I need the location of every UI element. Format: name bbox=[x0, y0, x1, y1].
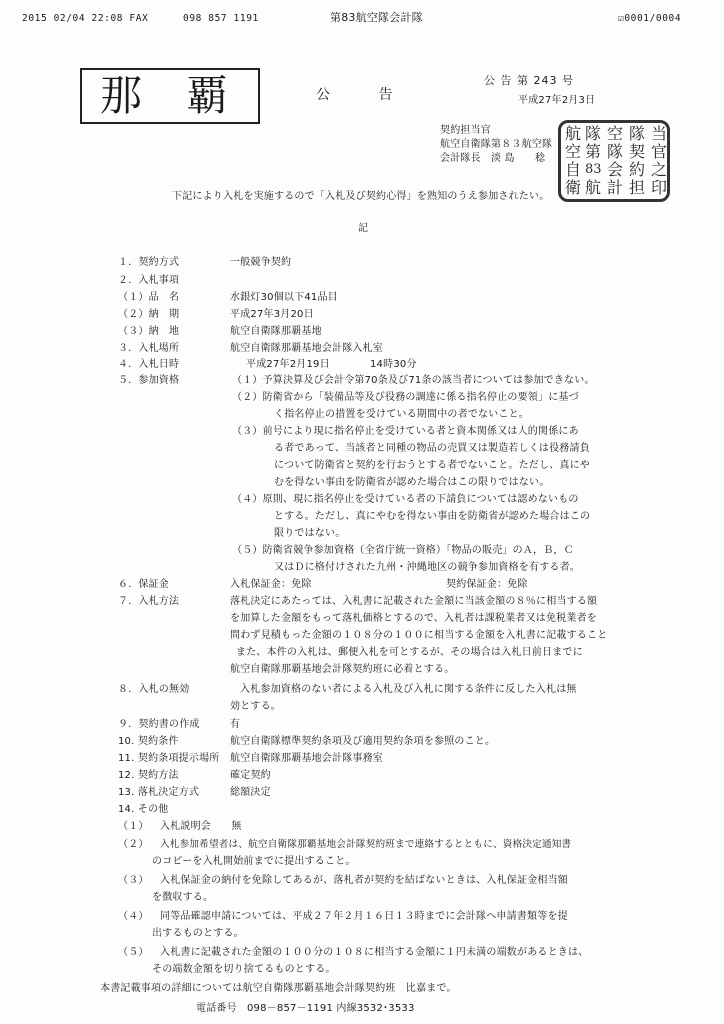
seal-char: 空 bbox=[607, 124, 624, 143]
item-text: （３）前号により現に指名停止を受けている者と資本関係又は人的関係にあ bbox=[232, 426, 579, 437]
item-label: ３．入札場所 bbox=[118, 343, 180, 354]
stamp-char-ha: 覇 bbox=[186, 71, 229, 120]
item-text: のコピーを入札開始前までに提出すること。 bbox=[152, 856, 356, 867]
item-text: （２）防衛省から「装備品等及び役務の調達に係る指名停止の要領」に基づ bbox=[232, 392, 579, 403]
seal-char: 当 bbox=[651, 124, 668, 143]
item-value: 確定契約 bbox=[230, 770, 271, 781]
item-text: 入札保証金の納付を免除してあるが、落札者が契約を結ばないときは、入札保証金相当額 bbox=[160, 875, 568, 886]
seal-char: 会 bbox=[607, 160, 624, 179]
item-text: 同等品確認申請については、平成２７年２月１６日１３時までに会計隊へ申請書類等を提 bbox=[160, 911, 568, 922]
official-seal bbox=[558, 120, 670, 202]
sub-item-number: （２） bbox=[118, 839, 149, 850]
item-text: 入札参加希望者は、航空自衛隊那覇基地会計隊契約班まで連絡するとともに、資格決定通知書 bbox=[160, 839, 572, 850]
item-text: く指名停止の措置を受けている期間中の者でないこと。 bbox=[274, 409, 529, 420]
item-value: 有 bbox=[230, 719, 241, 730]
item-text: むを得ない事由を防衛省が認めた場合はこの限りではない。 bbox=[274, 477, 550, 488]
item-value: 航空自衛隊那覇基地会計隊入札室 bbox=[230, 343, 383, 354]
notice-title: 公 告 bbox=[316, 87, 415, 103]
item-label: 14. その他 bbox=[118, 804, 169, 815]
item-text: 入札説明会 無 bbox=[160, 821, 242, 832]
seal-char: 官 bbox=[651, 142, 668, 161]
item-text: （５）防衛省競争参加資格（全省庁統一資格）「物品の販売」のＡ，Ｂ，Ｃ bbox=[232, 545, 574, 556]
seal-char: 83 bbox=[585, 162, 602, 177]
item-text: 入札参加資格のない者による入札及び入札に関する条件に反した入札は無 bbox=[240, 684, 577, 695]
item-label: （３）納 地 bbox=[118, 326, 180, 337]
item-text: る者であって、当該者と同種の物品の売買又は製造若しくは役務請負 bbox=[274, 443, 590, 454]
item-value: 航空自衛隊標準契約条項及び適用契約条項を参照のこと。 bbox=[230, 736, 496, 747]
item-text: 入札書に記載された金額の１００分の１０８に相当する金額に１円未満の端数があるときは、 bbox=[160, 947, 589, 958]
item-text: （１）予算決算及び会計令第70条及び71条の該当者については参加できない。 bbox=[232, 375, 595, 386]
item-label: 13. 落札決定方式 bbox=[118, 787, 200, 798]
seal-char: 担 bbox=[629, 178, 646, 197]
item-label: １．契約方式 bbox=[118, 257, 180, 268]
seal-char: 印 bbox=[651, 178, 668, 197]
item-text: 問わず見積もった金額の１０８分の１００に相当する金額を入札書に記載すること bbox=[230, 630, 608, 641]
item-label: ２．入札事項 bbox=[118, 275, 180, 286]
item-text: 航空自衛隊那覇基地会計隊契約班に必着とする。 bbox=[230, 664, 455, 675]
seal-char: 空 bbox=[565, 142, 582, 161]
seal-char: 隊 bbox=[629, 124, 646, 143]
item-value: 契約保証金：免除 bbox=[446, 579, 528, 590]
item-text: その端数金額を切り捨てるものとする。 bbox=[152, 964, 336, 975]
notice-number: 公 告 第 243 号 bbox=[484, 74, 574, 87]
item-text: 又はＤに格付けされた九州・沖縄地区の競争参加資格を有する者。 bbox=[274, 562, 580, 573]
officer-title: 契約担当官 bbox=[440, 125, 491, 136]
ki-heading: 記 bbox=[358, 223, 369, 234]
intro-text: 下記により入札を実施するので「入札及び契約心得」を熟知のうえ参加されたい。 bbox=[172, 191, 550, 202]
item-label: ７．入札方法 bbox=[118, 596, 180, 607]
item-text: 出するものとする。 bbox=[152, 928, 244, 939]
item-label: 11. 契約条項提示場所 bbox=[118, 753, 220, 764]
seal-char: 隊 bbox=[607, 142, 624, 161]
seal-char: 計 bbox=[607, 178, 624, 197]
seal-char: 第 bbox=[585, 142, 602, 161]
item-text: 限りではない。 bbox=[274, 528, 346, 539]
item-value: 一般競争契約 bbox=[230, 257, 292, 268]
fax-page-count: ☑0001/0004 bbox=[618, 13, 682, 24]
notice-date: 平成27年2月3日 bbox=[518, 95, 596, 106]
item-text: また、本件の入札は、郵便入札を可とするが、その場合は入札日前日までに bbox=[236, 647, 583, 658]
item-value: 入札保証金：免除 bbox=[230, 579, 312, 590]
item-value: 水銀灯30個以下41品目 bbox=[230, 292, 338, 303]
item-value: 14時30分 bbox=[370, 359, 417, 370]
item-text: について防衛省と契約を行おうとする者でないこと。ただし、真にや bbox=[274, 460, 590, 471]
item-text: を徴収する。 bbox=[152, 892, 214, 903]
item-text: 効とする。 bbox=[230, 701, 281, 712]
item-value: 平成27年3月20日 bbox=[230, 309, 314, 320]
seal-char: 航 bbox=[585, 178, 602, 197]
seal-char: 之 bbox=[651, 160, 668, 179]
item-label: ５．参加資格 bbox=[118, 375, 180, 386]
officer-org: 航空自衛隊第８３航空隊 bbox=[440, 139, 553, 150]
fax-number: 098 857 1191 bbox=[183, 13, 259, 24]
item-label: 12. 契約方法 bbox=[118, 770, 179, 781]
item-text: 落札決定にあたっては、入札書に記載された金額に当該金額の８％に相当する額 bbox=[230, 596, 598, 607]
officer-name: 会計隊長 淡 島 稔 bbox=[440, 153, 546, 164]
sub-item-number: （４） bbox=[118, 911, 149, 922]
seal-char: 隊 bbox=[585, 124, 602, 143]
item-label: ９．契約書の作成 bbox=[118, 719, 200, 730]
item-label: （２）納 期 bbox=[118, 309, 180, 320]
seal-char: 衛 bbox=[565, 178, 582, 197]
footer-details: 本書記載事項の詳細については航空自衛隊那覇基地会計隊契約班 比嘉まで。 bbox=[100, 983, 457, 994]
seal-char: 約 bbox=[629, 160, 646, 179]
seal-char: 航 bbox=[565, 124, 582, 143]
sub-item-number: （３） bbox=[118, 875, 149, 886]
item-value: 航空自衛隊那覇基地会計隊事務室 bbox=[230, 753, 383, 764]
seal-char: 契 bbox=[629, 142, 646, 161]
seal-char: 自 bbox=[565, 160, 582, 179]
item-label: ４．入札日時 bbox=[118, 359, 180, 370]
item-label: 10. 契約条件 bbox=[118, 736, 179, 747]
naha-stamp-box bbox=[80, 68, 260, 124]
stamp-char-na: 那 bbox=[100, 71, 143, 120]
item-text: とする。ただし、真にやむを得ない事由を防衛省が認めた場合はこの bbox=[274, 511, 591, 522]
item-label: （１）品 名 bbox=[118, 292, 180, 303]
footer-phone: 電話番号 098－857－1191 内線3532･3533 bbox=[196, 1003, 415, 1014]
fax-sender: 第83航空隊会計隊 bbox=[330, 11, 423, 24]
item-text: を加算した金額をもって落札価格とするので、入札者は課税業者又は免税業者を bbox=[230, 613, 597, 624]
fax-datetime: 2015 02/04 22:08 FAX bbox=[22, 13, 149, 24]
item-text: （４）原則、現に指名停止を受けている者の下請負については認めないもの bbox=[232, 494, 579, 505]
item-label: ６．保証金 bbox=[118, 579, 169, 590]
item-value: 総額決定 bbox=[230, 787, 271, 798]
sub-item-number: （１） bbox=[118, 821, 149, 832]
item-label: ８．入札の無効 bbox=[118, 684, 190, 695]
item-value: 平成27年2月19日 bbox=[246, 359, 330, 370]
item-value: 航空自衛隊那覇基地 bbox=[230, 326, 322, 337]
sub-item-number: （５） bbox=[118, 947, 149, 958]
